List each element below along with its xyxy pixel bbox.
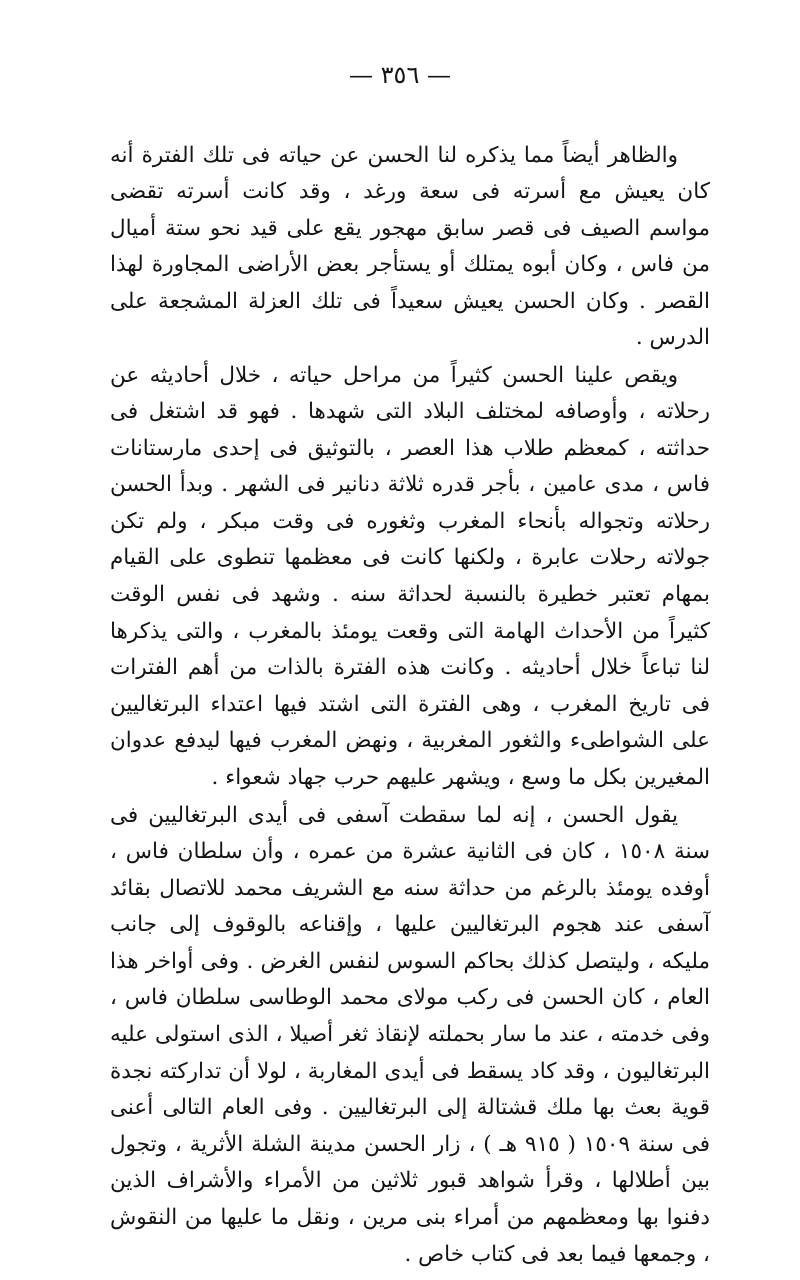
page-number: — ٣٥٦ — (349, 61, 451, 89)
paragraph-2: ويقص علينا الحسن كثيراً من مراحل حياته ، خلال أحاديثه عن رحلاته ، وأوصافه لمختلف البلاد التى شهدها . فهو قد اشتغل فى حداثته ، كمعظم طلاب هذا العصر ، بالتوثيق فى إحدى مارستانات فاس ، مدى عامين ، بأجر قدره ثلاثة دنانير فى الشهر . وبدأ الحسن رحلاته وتجواله بأنحاء المغرب وثغوره فى وقت مبكر ، ولم تكن جولاته رحلات عابرة ، ولكنها كانت فى معظمها تنطوى على القيام بمهام تعتبر خطيرة بالنسبة لحداثة سنه . وشهد فى نفس الوقت كثيراً من الأحداث الهامة التى وقعت يومئذ بالمغرب ، والتى يذكرها لنا تباعاً خلال أحاديثه . وكانت هذه الفترة بالذات من أهم الفترات فى تاريخ المغرب ، وهى الفترة التى اشتد فيها اعتداء البرتغاليين على الشواطىء والثغور المغربية ، ونهض المغرب فيها ليدفع عدوان المغيرين بكل ما وسع ، ويشهر عليهم حرب جهاد شعواء . (110, 362, 710, 791)
paragraph-3: يقول الحسن ، إنه لما سقطت آسفى فى أيدى البرتغاليين فى سنة ١٥٠٨ ، كان فى الثانية عشرة من عمره ، وأن سلطان فاس ، أوفده يومئذ بالرغم من حداثة سنه مع الشريف محمد للاتصال بقائد آسفى عند هجوم البرتغاليين عليها ، وإقناعه بالوقوف إلى جانب مليكه ، وليتصل كذلك بحاكم السوس لنفس الغرض . وفى أواخر هذا العام ، كان الحسن فى ركب مولاى محمد الوطاسى سلطان فاس ، وفى خدمته ، عند ما سار بحملته لإنقاذ ثغر أصيلا ، الذى استولى عليه البرتغاليون ، وقد كاد يسقط فى أيدى المغاربة ، لولا أن تداركته نجدة قوية بعث بها ملك قشتالة إلى البرتغاليين . وفى العام التالى أعنى فى سنة ١٥٠٩ ( ٩١٥ هـ ) ، زار الحسن مدينة الشلة الأثرية ، وتجول بين أطلالها ، وقرأ شواهد قبور ثلاثين من الأمراء والأشراف الذين دفنوا بها ومعظمهم من أمراء بنى مرين ، ونقل ما عليها من النقوش ، وجمعها فيما بعد فى كتاب خاص . (110, 802, 710, 1267)
paragraph-1: والظاهر أيضاً مما يذكره لنا الحسن عن حياته فى تلك الفترة أنه كان يعيش مع أسرته فى سعة ورغد ، وقد كانت أسرته تقضى مواسم الصيف فى قصر سابق مهجور يقع على قيد نحو ستة أميال من فاس ، وكان أبوه يمتلك أو يستأجر بعض الأراضى المجاورة لهذا القصر . وكان الحسن يعيش سعيداً فى تلك العزلة المشجعة على الدرس . (110, 142, 710, 351)
